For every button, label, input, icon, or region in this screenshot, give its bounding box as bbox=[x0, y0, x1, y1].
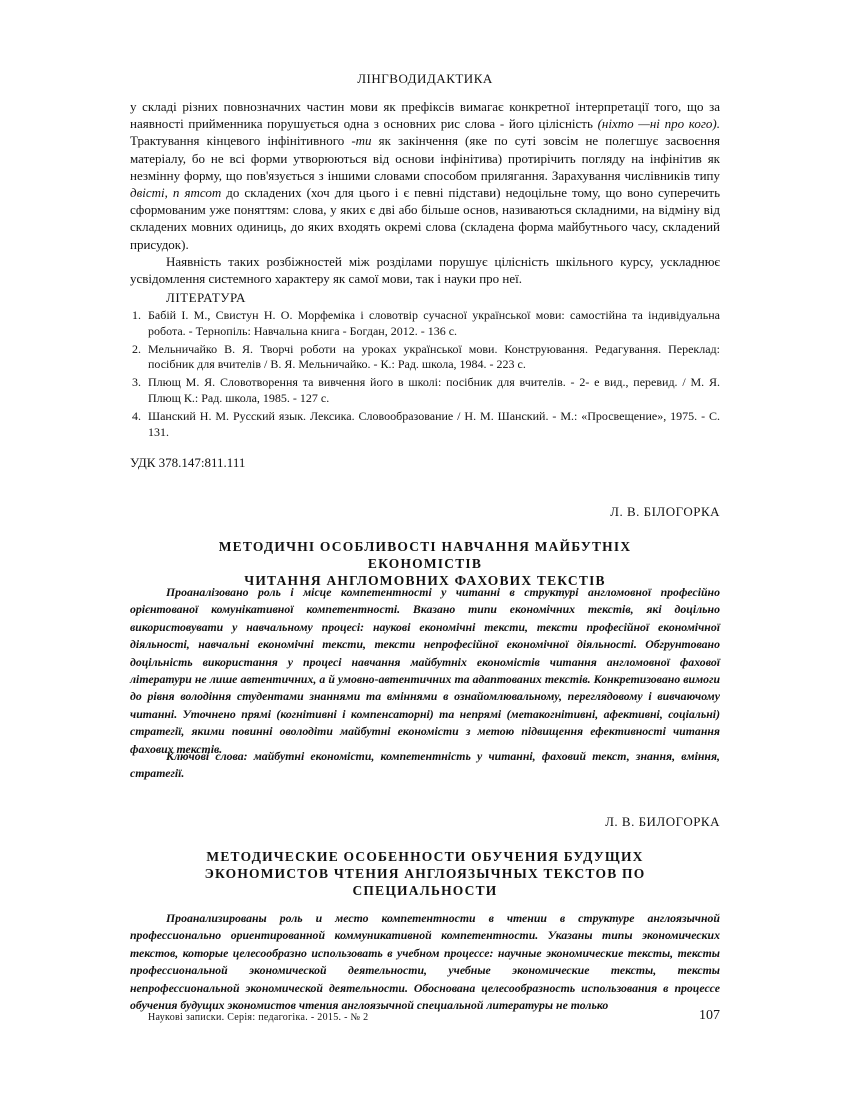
author-ua: Л. В. БІЛОГОРКА bbox=[610, 504, 720, 519]
reference-item: 3. Плющ М. Я. Словотворення та вивчення його в школі: посібник для вчителів. - 2- е вид., перевид. / М. Я. Плющ К.: Рад. школа, 1985. - 127 с. bbox=[132, 375, 720, 405]
example-italic: (ніхто —ні про кого). bbox=[597, 116, 720, 132]
reference-list bbox=[130, 308, 720, 442]
article-title-ua: МЕТОДИЧНІ ОСОБЛИВОСТІ НАВЧАННЯ МАЙБУТНІХ ЕКОНОМІСТІВ ЧИТАННЯ АНГЛОМОВНИХ ФАХОВИХ ТЕКСТІВ bbox=[218, 539, 632, 588]
article-title-ru: МЕТОДИЧЕСКИЕ ОСОБЕННОСТИ ОБУЧЕНИЯ БУДУЩИХ ЭКОНОМИСТОВ ЧТЕНИЯ АНГЛОЯЗЫЧНЫХ ТЕКСТОВ ПО СПЕЦИАЛЬНОСТИ bbox=[204, 849, 646, 898]
page-number: 107 bbox=[699, 1008, 720, 1023]
journal-footer: Наукові записки. Серія: педагогіка. - 2015. - № 2 bbox=[148, 1012, 369, 1023]
abstract-ru: Проанализированы роль и место компетентности в чтении в структуре англоязычной профессионально ориентированной коммуникативной компетентности. Указаны типы экономических текстов, которые целесообразно использовать в учебном процессе: научные экономические тексты, тексты профессиональной экономической деятельности, учебные экономические тексты, тексты непрофессиональной экономической деятельности. Обоснована целесообразность использования в процессе обучения будущих экономистов чтения англоязычной специальной литературы не только bbox=[130, 911, 720, 1013]
numerals-italic: двісті, п ятсот bbox=[130, 185, 222, 201]
keywords-ua: Ключові слова: майбутні економісти, компетентність у читанні, фаховий текст, знання, вміння, стратегії. bbox=[130, 749, 720, 781]
reference-item: 4. Шанский Н. М. Русский язык. Лексика. Словообразование / Н. М. Шанский. - М.: «Просвещение», 1975. - С. 131. bbox=[132, 408, 720, 439]
udc-code: УДК 378.147:811.111 bbox=[130, 455, 246, 470]
author-ru: Л. В. БИЛОГОРКА bbox=[605, 814, 720, 829]
reference-item: 2. Мельничайко В. Я. Творчі роботи на уроках української мови. Конструювання. Редагування. Переклад: посібник для вчителів / В. Я. Мельничайко. - К.: Рад. школа, 1984. - 223 с. bbox=[132, 341, 720, 372]
suffix-italic: -ти bbox=[351, 133, 372, 149]
reference-item: 1. Бабій І. М., Свистун Н. О. Морфеміка і словотвір сучасної української мови: самостійна та індивідуальна робота. - Тернопіль: Навчальна книга - Богдан, 2012. - 136 с. bbox=[132, 308, 720, 338]
running-head: ЛІНГВОДИДАКТИКА bbox=[357, 71, 493, 86]
body-paragraph-1: у складі різних повнозначних частин мови як префіксів вимагає конкретної інтерпретації того, що за наявності прийменника порушується одна з основних рис слова - його цілісність (ніхто —ні про кого). Трактування кінцевого інфінітивного -ти як закінчення (яке по суті зовсім не полегшує засвоєння матеріалу, бо не всі форми утворюються від основи інфінітива) протирічить погляду на інфінітив як незмінну форму, що пов'язується з іншими словами способом прилягання. Зарахування числівників типу двісті, п ятсот до складених (хоч для цього і є певні підстави) недоцільне тому, що воно суперечить сформованим уже поняттям: слова, у яких є дві або більше основ, називаються складними, на відміну від складених мовних одиниць, до яких входять окремі слова (складена форма майбутнього часу, складений присудок). bbox=[130, 99, 721, 252]
body-text bbox=[130, 98, 720, 287]
abstract-ua: Проаналізовано роль і місце компетентності у читанні в структурі англомовної професійно орієнтованої комунікативної компетентності. Вказано типи економічних текстів, які доцільно використовувати у навчальному процесі: наукові економічні тексти, тексти професійної економічної діяльності, навчальні економічні тексти, тексти непрофесійної економічної діяльності. Обгрунтовано доцільність використання у процесі навчання майбутніх економістів читання англомовної фахової літератури не лише автентичних, а й умовно-автентичних та адаптованих текстів. Конкретизовано вимоги до рівня володіння студентами знаннями та вміннями в ознайомлювальному, переглядовому і вивчаючому читанні. Уточнено прямі (когнітивні і компенсаторні) та непрямі (метакогнітивні, афективні, соціальні) стратегії, якими повинні оволодіти майбутні економісти з метою підвищення ефективності читання фахових текстів. bbox=[130, 585, 720, 756]
body-paragraph-2: Наявність таких розбіжностей між розділами порушує цілісність шкільного курсу, ускладнює усвідомлення системного характеру як самої мови, так і науки про неї. bbox=[130, 253, 720, 287]
literature-heading: ЛІТЕРАТУРА bbox=[166, 290, 246, 305]
